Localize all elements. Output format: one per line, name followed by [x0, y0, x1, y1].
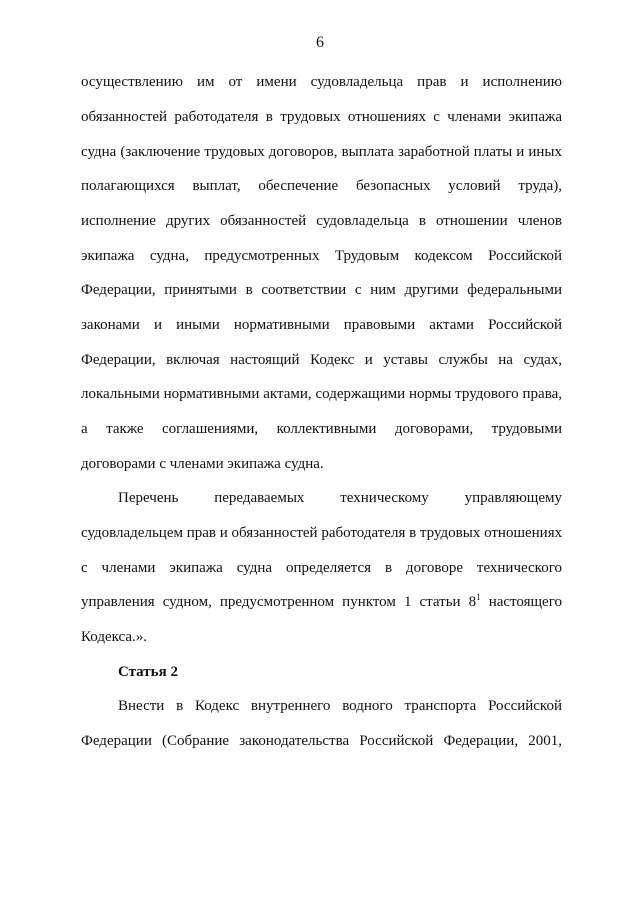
text-line: экипажа судна, предусмотренных Трудовым кодексом Российской [81, 248, 562, 264]
paragraph-first-line: Перечень передаваемых техническому управляющему [118, 490, 562, 506]
text-line: а также соглашениями, коллективными договорами, трудовыми [81, 421, 562, 437]
paragraph-first-line: Внести в Кодекс внутреннего водного транспорта Российской [118, 698, 562, 714]
text-line: Федерации, включая настоящий Кодекс и уставы службы на судах, [81, 352, 562, 368]
page-number: 6 [316, 34, 324, 51]
text-line: Федерации (Собрание законодательства Российской Федерации, 2001, [81, 733, 562, 749]
text-line: судна (заключение трудовых договоров, выплата заработной платы и иных [81, 144, 562, 160]
text-line: законами и иными нормативными правовыми актами Российской [81, 317, 562, 333]
text-line: судовладельцем прав и обязанностей работодателя в трудовых отношениях [81, 525, 563, 541]
text-line: договорами с членами экипажа судна. [81, 456, 324, 472]
text-line-with-superscript [81, 592, 562, 612]
text-line: с членами экипажа судна определяется в договоре технического [81, 560, 562, 576]
text-line: осуществлению им от имени судовладельца прав и исполнению [81, 74, 562, 90]
text-fragment: управления судном, предусмотренном пунктом 1 статьи 8 [81, 594, 477, 610]
text-line: Кодекса.». [81, 629, 148, 645]
text-fragment: настоящего [480, 594, 562, 610]
text-line: исполнение других обязанностей судовладельца в отношении членов [81, 213, 562, 229]
text-line: обязанностей работодателя в трудовых отношениях с членами экипажа [81, 109, 562, 125]
text-line: локальными нормативными актами, содержащими нормы трудового права, [81, 386, 562, 402]
article-heading: Статья 2 [118, 664, 178, 680]
text-line: полагающихся выплат, обеспечение безопасных условий труда), [81, 178, 562, 194]
text-line: Федерации, принятыми в соответствии с ним другими федеральными [81, 282, 562, 298]
superscript: 1 [476, 592, 481, 602]
